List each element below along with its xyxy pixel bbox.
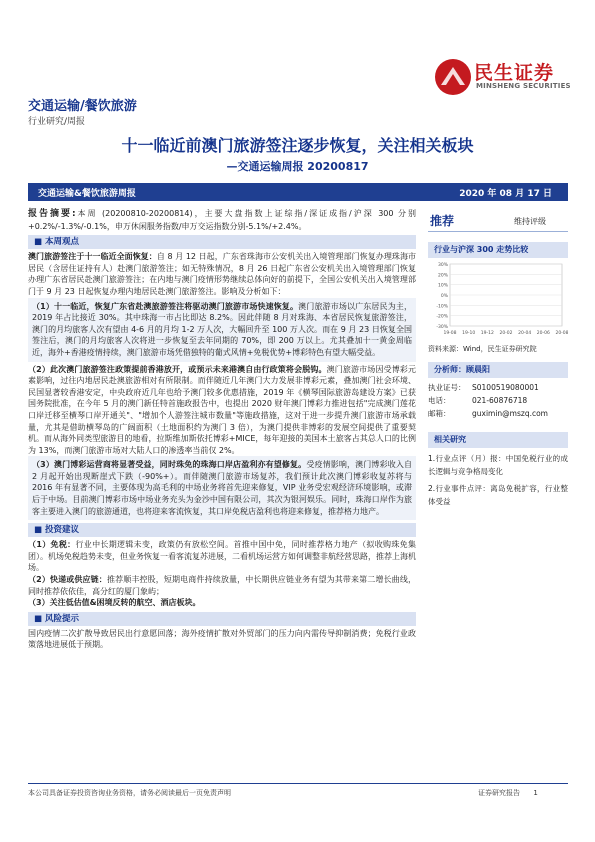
chart-y-tick-label: -20% [436,314,448,320]
invest-1: （1）免税：行业中长期逻辑未变，政策仍有放松空间。首推中国中免，同时推荐格力地产（拟收购珠免集团）。机场免税趋势未变，但业务恢复一看客流复苏进展，二看机场运营方如何调整非航经营思路，推荐上海机场。 [28,540,416,573]
related-title: 相关研究 [428,432,568,448]
bullet-icon: ■ [34,525,43,536]
risk-text: 国内疫情二次扩散导致居民出行意愿回落；海外疫情扩散对外贸部门的压力向内需传导抑制消费；免税行业政策落地进展低于预期。 [28,628,416,650]
chart-x-tick-label: 19-10 [462,331,476,336]
report-type: 行业研究/周报 [28,117,86,127]
page-number: 1 [533,789,538,797]
rating-value: 维持评级 [514,217,546,226]
page-subtitle: —交通运输周报 20200817 [226,160,369,173]
views-intro: 澳门旅游签注于十一临近全面恢复：自 8 月 12 日起，广东省珠海市公安机关出入境管理部门恢复办理珠海市居民（含居住证持有人）赴澳门旅游签注；如无特殊情况，8 月 26 日起广东省公安机关出入境管理部门恢复办理广东省居民赴澳门旅游签注；在内地与澳门疫情形势继续总体向好的前提下，全国公安机关出入境管理部门于 9 月 23 日起恢复办理内地居民赴澳门旅游签注。影响及分析如下： [28,252,416,296]
footer-divider [28,783,568,784]
brand-logo-icon [434,58,472,96]
chart-x-tick-label: 19-12 [480,331,494,336]
header-bar [28,183,568,201]
views-point-2: （2）此次澳门旅游签注政策提前香港放开，或预示未来港澳自由行政策将会脱钩。澳门旅游市场因受博彩元素影响，过往内地居民赴澳旅游相对有所限制。而伴随近几年澳门大力发展非博彩元素，叠加澳门社会环境、民国显著较香港安定，中央政府近几年也给予澳门较多优惠措施，2019 年《横琴国际旅游岛建设方案》已获国务院批准，在今年 5 月的澳门新任特首施政报告中，也提出 2020 财年澳门博彩力推进包括"完成澳门莲花口岸迁移至横琴口岸开通关"、"增加个人游签注城市数量"等施政措施，这对于进一步提升澳门旅游市场承载量，尤其是借助横琴岛的广阔面积（土地面积约为澳门 3 倍），为澳门提供非博彩的发展空间提供了重要契机。而从海外同类型旅游目的地看，拉斯维加斯依托博彩+MICE，每年迎接的美国本土旅客占其总人口的比例为 13%，而澳门旅游市场对大陆人口的渗透率当前仅 2%。 [28,364,416,455]
trend-chart-svg [428,260,568,340]
related-item[interactable]: 1.行业点评（月）报：中国免税行业的成长逻辑与竞争格局变化 [428,454,568,476]
chart-source: 资料来源：Wind，民生证券研究院 [428,345,537,353]
summary-label: 报告摘要: [28,209,76,219]
page-title: 十一临近前澳门旅游签注逐步恢复，关注相关板块 [121,136,474,155]
invest-2: （2）快递或供应链：推荐顺丰控股，短期电商件持续放量，中长期供应链业务有望为其带来第二增长曲线，同时推荐依依佳，高分红的厦门象屿； [28,575,416,596]
chart-y-tick-label: -30% [436,325,448,330]
analyst-row: 电话： 021-60876718 [428,396,528,405]
chart-y-tick-label: 10% [437,283,448,289]
chart-x-tick-label: 20-06 [536,331,550,336]
rating-label: 推荐 [430,214,455,228]
sector-title: 交通运输/餐饮旅游 [28,99,137,114]
section-views: ■ 本周观点 [28,235,416,249]
chart-title: 行业与沪深 300 走势比较 [428,242,568,258]
related-item[interactable]: 2.行业事件点评：离岛免税扩容，行业整体受益 [428,484,568,506]
summary [28,208,416,232]
footer-disclaimer: 本公司具备证券投资咨询业务资格，请务必阅读最后一页免责声明 [28,789,231,797]
views-panel-3: （3）澳门博彩运营商将显著受益，同时珠免的珠海口岸店盈利亦有望修复。受疫情影响，澳门博彩收入自 2 月起开始出现断崖式下跌（-90%+）。而伴随澳门旅游市场复苏，我们预计此次澳门博彩收复苏将与 2016 年有显著不同，主要体现为高毛利的中场业务将首先迎来修复，VIP 业务受宏观经济环境影响，或滞后于中场。目前澳门博彩市场中场业务充头为金沙中国有限公司，其次为银河娱乐。同时，珠海口岸作为旅客主要进入澳门的旅游通道，也将迎来客流恢复，其口岸免税店盈利也将迎来修复，推荐格力地产。 [28,456,416,520]
chart-x-tick-label: 20-02 [499,331,513,336]
invest-3: （3）关注低估值&困境反转的航空、酒店板块。 [28,598,201,608]
analyst-row: 邮箱： guximin@mszq.com [428,409,548,418]
chart-y-tick-label: 0% [440,294,448,299]
chart-y-tick-label: -10% [436,304,448,310]
chart-x-tick-label: 19-08 [443,331,457,336]
report-series: 交通运输&餐饮旅游周报 [38,189,136,199]
bullet-icon: ■ [34,237,43,248]
bullet-icon: ■ [34,613,43,624]
footer-right: 证券研究报告 1 [478,789,538,797]
chart-x-tick-label: 20-08 [555,331,568,336]
summary-text: 本周 (20200810-20200814)，主要大盘指数上证综指/深证成指/沪深 300 分别+0.2%/-1.3%/-0.1%，申万休闲服务指数/申万交运指数分别-5.1%/+2.4%。 [28,209,416,231]
chart-y-tick-label: 20% [437,273,448,279]
chart-y-tick-label: 30% [437,263,448,268]
chart-x-tick-label: 20-04 [518,331,532,336]
trend-chart [428,260,568,340]
report-date: 2020 年 08 月 17 日 [459,189,552,199]
analyst-title: 分析师：顾晨阳 [428,362,568,378]
analyst-row: 执业证号： S0100519080001 [428,383,539,392]
section-invest: ■ 投资建议 [28,523,416,537]
main-content [28,208,416,651]
section-risk: ■ 风险提示 [28,612,416,626]
rating [428,208,568,232]
brand-name-en: MINSHENG SECURITIES [476,82,571,90]
sidebar [428,208,568,508]
brand-name: 民生证券 [474,62,555,84]
views-panel-1: （1）十一临近，恢复广东省赴澳旅游签注将驱动澳门旅游市场快速恢复。澳门旅游市场以广东居民为主，2019 年占比接近 30%。其中珠海一市占比即达 8.2%。因此伴随 8 月对珠海、本省居民恢复旅游签注，澳门的月均旅客人次有望由 4-6 月的月均 1-2 万人次，大幅回升至 100 万人次。而在 9 月 23 日恢复全国签注后，澳门的月均旅客人次将进一步恢复至去年同期的 70%，即 200 万以上。尤其叠加十一黄金周临近，海外+香港疫情持续，澳门旅游市场凭借独特的葡式风情+免税优势+博彩特色有望大幅受益。 [28,298,416,362]
